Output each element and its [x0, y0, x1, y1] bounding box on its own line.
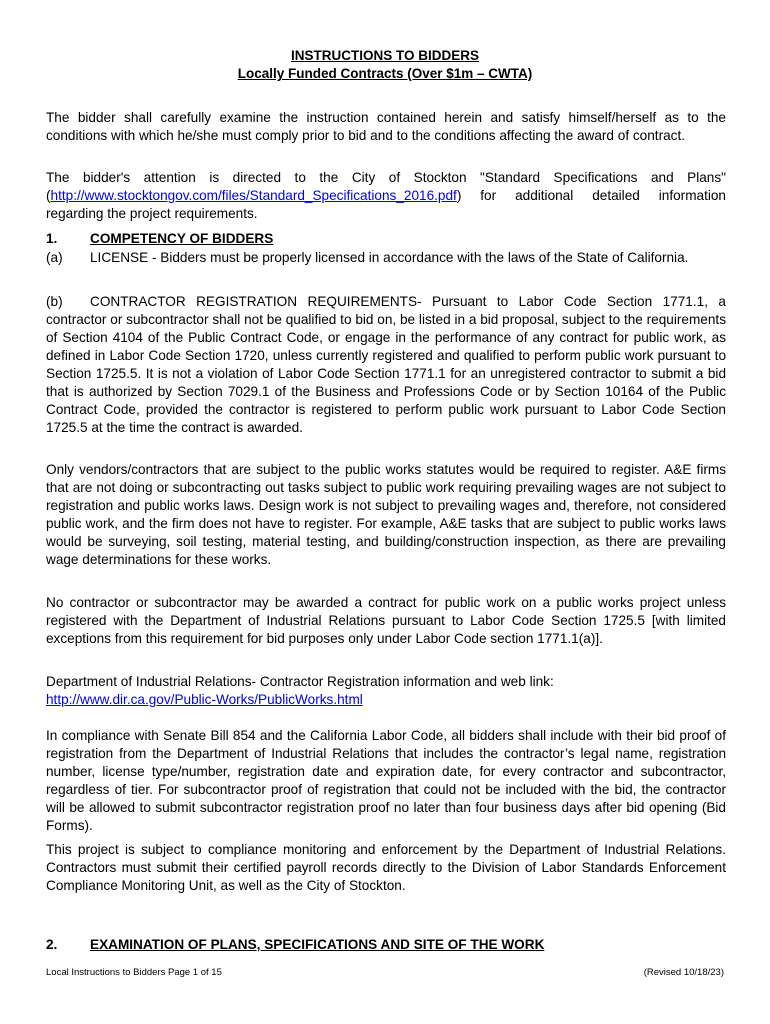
license-text: LICENSE - Bidders must be properly licensed in accordance with the laws of the State of California. [90, 250, 689, 265]
section-2-title: EXAMINATION OF PLANS, SPECIFICATIONS AND SITE OF THE WORK [90, 937, 545, 952]
license-paragraph [46, 249, 726, 267]
footer-page-info: Local Instructions to Bidders Page 1 of 15 [46, 967, 222, 978]
section-1-title: COMPETENCY OF BIDDERS [90, 231, 274, 246]
vendors-paragraph: Only vendors/contractors that are subject to the public works statutes would be required to register. A&E firms that are not doing or subcontracting out tasks subject to public work requiring prevailing wages are not subject to registration and public works laws. Design work is not subject to prevailing wages and, therefore, not considered public work, and the firm does not have to register. For example, A&E tasks that are subject to public works laws would be surveying, soil testing, material testing, and building/construction inspection, as there are prevailing wage determinations for these works. [46, 462, 726, 567]
registration-paragraph [46, 293, 726, 437]
dir-link[interactable]: http://www.dir.ca.gov/Public-Works/PublicWorks.html [46, 692, 363, 707]
dir-paragraph [46, 673, 726, 709]
standard-specs-text-before: The bidder's attention is directed to the City of Stockton "Standard Specifications and Plans" ( [46, 170, 726, 203]
section-1-heading [46, 231, 273, 246]
monitoring-paragraph: This project is subject to compliance monitoring and enforcement by the Department of Industrial Relations. Contractors must submit their certified payroll records directly to the Division of Labor Standards Enforcement Compliance Monitoring Unit, as well as the City of Stockton. [46, 842, 726, 893]
section-2-heading [46, 937, 544, 952]
standard-specs-link[interactable]: http://www.stocktongov.com/files/Standard_Specifications_2016.pdf [50, 188, 457, 203]
sb854-paragraph: In compliance with Senate Bill 854 and the California Labor Code, all bidders shall include with their bid proof of registration from the Department of Industrial Relations that includes the contractor’s legal name, registration number, license type/number, registration date and expiration date, for every contractor and subcontractor, regardless of tier. For subcontractor proof of registration that could not be included with the bid, the contractor will be allowed to submit subcontractor registration proof no later than four business days after bid opening (Bid Forms). [46, 728, 726, 833]
dir-text: Department of Industrial Relations- Contractor Registration information and web link: [46, 674, 554, 689]
document-subtitle: Locally Funded Contracts (Over $1m – CWTA) [237, 66, 533, 81]
footer-revision: (Revised 10/18/23) [643, 967, 724, 978]
intro-paragraph: The bidder shall carefully examine the instruction contained herein and satisfy himself/herself as to the conditions with which he/she must comply prior to bid and to the conditions affecting the award of contract. [46, 110, 726, 143]
license-label: (a) [46, 250, 63, 265]
registration-text: CONTRACTOR REGISTRATION REQUIREMENTS- Pursuant to Labor Code Section 1771.1, a contractor or subcontractor shall not be qualified to bid on, be listed in a bid proposal, subject to the requirements of Section 4104 of the Public Contract Code, or engage in the performance of any contract for public work, as defined in Labor Code Section 1720, unless currently registered and qualified to perform public work pursuant to Section 1725.5. It is not a violation of Labor Code Section 1771.1 for an unregistered contractor to submit a bid that is authorized by Section 7029.1 of the Business and Professions Code or by Section 10164 of the Public Contract Code, provided the contractor is registered to perform public work pursuant to Labor Code Section 1725.5 at the time the contract is awarded. [46, 294, 726, 435]
standard-specs-text-after: ) for additional detailed information regarding the project requirements. [46, 188, 726, 221]
no-contractor-paragraph: No contractor or subcontractor may be awarded a contract for public work on a public works project unless registered with the Department of Industrial Relations pursuant to Labor Code Section 1725.5 [with limited exceptions from this requirement for bid purposes only under Labor Code section 1771.1(a)]. [46, 595, 726, 646]
document-title: INSTRUCTIONS TO BIDDERS [290, 48, 479, 63]
registration-label: (b) [46, 294, 63, 309]
section-2-number: 2. [46, 937, 58, 952]
section-1-number: 1. [46, 231, 58, 246]
standard-specs-paragraph [46, 169, 726, 223]
